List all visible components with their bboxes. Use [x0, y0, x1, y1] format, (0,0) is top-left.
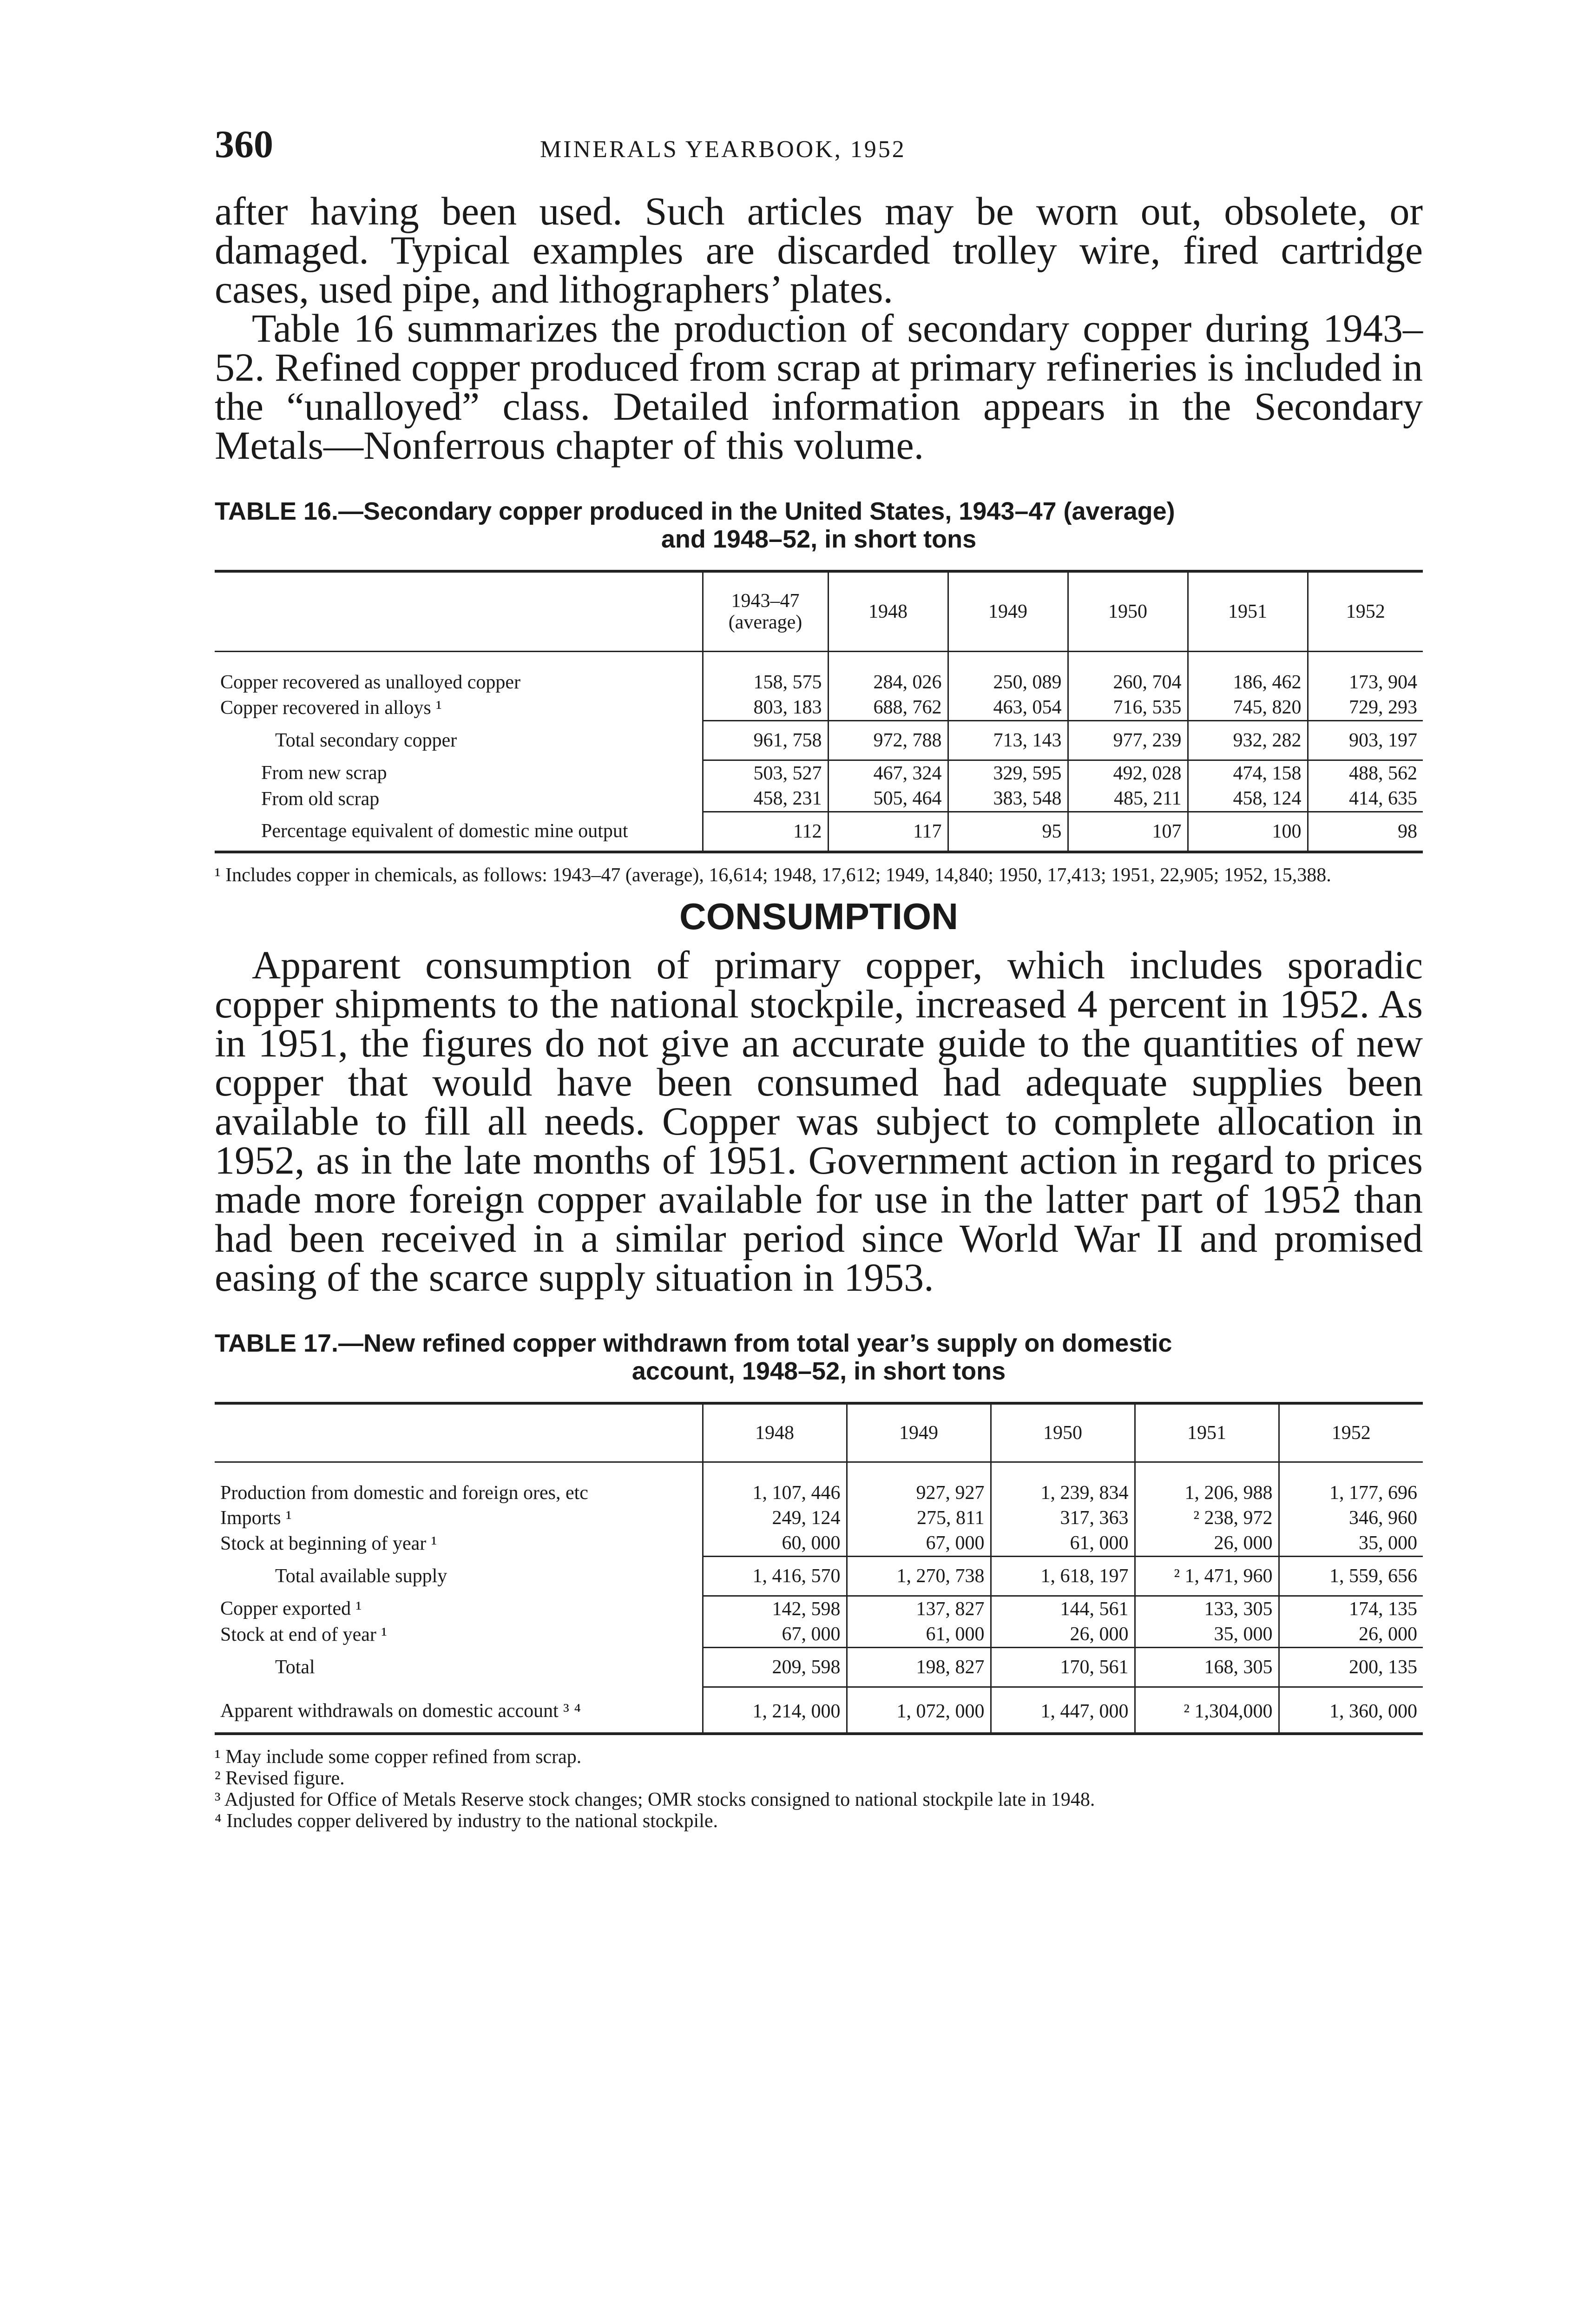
cell: 133, 305 — [1135, 1596, 1279, 1622]
table16-col-header: 1948 — [828, 571, 948, 652]
table17-col-header: 1949 — [847, 1403, 991, 1462]
cell: 317, 363 — [991, 1505, 1135, 1531]
table17-footnote: ³ Adjusted for Office of Metals Reserve stock changes; OMR stocks consigned to national stockpile late in 1948. — [215, 1789, 1095, 1810]
table16-caption — [215, 497, 1423, 553]
cell: 100 — [1188, 812, 1308, 852]
cell: 1, 214, 000 — [703, 1687, 847, 1734]
cell: 729, 293 — [1308, 695, 1423, 721]
table-row — [215, 652, 1423, 695]
cell: 492, 028 — [1068, 760, 1188, 786]
cell: 26, 000 — [1135, 1531, 1279, 1557]
cell: 198, 827 — [847, 1648, 991, 1687]
table17-col-header: 1952 — [1279, 1403, 1423, 1462]
cell: 61, 000 — [991, 1531, 1135, 1557]
cell: 458, 124 — [1188, 786, 1308, 812]
cell: 1, 360, 000 — [1279, 1687, 1423, 1734]
table-row — [215, 786, 1423, 812]
cell: 505, 464 — [828, 786, 948, 812]
cell: 67, 000 — [847, 1531, 991, 1557]
table17 — [215, 1402, 1423, 1735]
table17-stub-header — [215, 1403, 703, 1462]
cell: 1, 559, 656 — [1279, 1557, 1423, 1596]
row-label: Copper recovered as unalloyed copper — [220, 672, 521, 693]
row-label: Total available supply — [275, 1565, 447, 1587]
table17-caption-line1: TABLE 17.—New refined copper withdrawn from total year’s supply on domestic — [215, 1329, 1172, 1357]
cell: 35, 000 — [1135, 1622, 1279, 1648]
row-label: Total — [275, 1657, 315, 1678]
table16-col-header: 1951 — [1188, 571, 1308, 652]
cell: ² 238, 972 — [1135, 1505, 1279, 1531]
table16-col-header: 1950 — [1068, 571, 1188, 652]
running-title: MINERALS YEARBOOK, 1952 — [540, 136, 906, 163]
table-row — [215, 1531, 1423, 1557]
cell: 972, 788 — [828, 721, 948, 760]
cell: 250, 089 — [948, 652, 1068, 695]
table-row — [215, 812, 1423, 852]
table17-footnote: ⁴ Includes copper delivered by industry to the national stockpile. — [215, 1810, 718, 1832]
table-row — [215, 1505, 1423, 1531]
cell: 977, 239 — [1068, 721, 1188, 760]
table17-col-header: 1951 — [1135, 1403, 1279, 1462]
cell: 61, 000 — [847, 1622, 991, 1648]
cell: 60, 000 — [703, 1531, 847, 1557]
row-label: Stock at beginning of year ¹ — [220, 1532, 437, 1554]
table-row — [215, 760, 1423, 786]
row-label: Imports ¹ — [220, 1507, 292, 1529]
cell: 142, 598 — [703, 1596, 847, 1622]
consumption-paragraph: Apparent consumption of primary copper, which includes sporadic copper shipments to the national stockpile, increased 4 percent in 1952. As in 1951, the figures do not give an accurate guide to the quantities of new copper that would have been consumed had adequate supplies been available to fill all needs. Copper was subject to complete allocation in 1952, as in the late months of 1951. Government action in regard to prices made more foreign copper available for use in the latter part of 1952 than had been received in a similar period since World War II and promised easing of the scarce supply situation in 1953. — [215, 943, 1423, 1300]
cell: 284, 026 — [828, 652, 948, 695]
table-row-total — [215, 1648, 1423, 1687]
row-label: Percentage equivalent of domestic mine output — [261, 820, 628, 842]
table16-header-row — [215, 571, 1423, 652]
row-label: Copper exported ¹ — [220, 1598, 362, 1620]
cell: 803, 183 — [703, 695, 828, 721]
table17-header-row — [215, 1403, 1423, 1462]
cell: 186, 462 — [1188, 652, 1308, 695]
cell: 1, 177, 696 — [1279, 1462, 1423, 1506]
consumption-heading: CONSUMPTION — [679, 896, 958, 937]
cell: 903, 197 — [1308, 721, 1423, 760]
row-label: From old scrap — [261, 788, 380, 810]
cell: 463, 054 — [948, 695, 1068, 721]
cell: 927, 927 — [847, 1462, 991, 1506]
cell: 1, 416, 570 — [703, 1557, 847, 1596]
cell: 112 — [703, 812, 828, 852]
cell: 98 — [1308, 812, 1423, 852]
cell: 26, 000 — [1279, 1622, 1423, 1648]
cell: 144, 561 — [991, 1596, 1135, 1622]
cell: 117 — [828, 812, 948, 852]
table17-col-header: 1948 — [703, 1403, 847, 1462]
table17-footnote: ¹ May include some copper refined from scrap. — [215, 1746, 582, 1768]
cell: 1, 072, 000 — [847, 1687, 991, 1734]
cell: 200, 135 — [1279, 1648, 1423, 1687]
table17-col-header: 1950 — [991, 1403, 1135, 1462]
cell: 346, 960 — [1279, 1505, 1423, 1531]
cell: 329, 595 — [948, 760, 1068, 786]
cell: 383, 548 — [948, 786, 1068, 812]
cell: 209, 598 — [703, 1648, 847, 1687]
table16-stub-header — [215, 571, 703, 652]
table16-col-header: 1943–47 (average) — [703, 571, 828, 652]
table16-footnote: ¹ Includes copper in chemicals, as follows: 1943–47 (average), 16,614; 1948, 17,612; 1949, 14,840; 1950, 17,413; 1951, 22,905; 1952, 15,388. — [215, 865, 1331, 886]
table-row — [215, 695, 1423, 721]
cell: 107 — [1068, 812, 1188, 852]
table-row-total — [215, 1557, 1423, 1596]
cell: 35, 000 — [1279, 1531, 1423, 1557]
table-row — [215, 1596, 1423, 1622]
table-row — [215, 1687, 1423, 1734]
cell: 716, 535 — [1068, 695, 1188, 721]
cell: 1, 270, 738 — [847, 1557, 991, 1596]
table16-caption-line1: TABLE 16.—Secondary copper produced in the United States, 1943–47 (average) — [215, 497, 1175, 525]
table-row-total — [215, 721, 1423, 760]
cell: 1, 618, 197 — [991, 1557, 1135, 1596]
cell: 260, 704 — [1068, 652, 1188, 695]
cell: ² 1,304,000 — [1135, 1687, 1279, 1734]
cell: 503, 527 — [703, 760, 828, 786]
cell: 961, 758 — [703, 721, 828, 760]
intro-paragraph-2: Table 16 summarizes the production of secondary copper during 1943–52. Refined copper produced from scrap at primary refineries is included in the “unalloyed” class. Detailed information appears in the Secondary Metals—Nonferrous chapter of this volume. — [215, 306, 1423, 468]
table16-col-header: 1949 — [948, 571, 1068, 652]
cell: 137, 827 — [847, 1596, 991, 1622]
cell: 1, 107, 446 — [703, 1462, 847, 1506]
row-label: Stock at end of year ¹ — [220, 1624, 387, 1645]
cell: 467, 324 — [828, 760, 948, 786]
table17-footnote: ² Revised figure. — [215, 1768, 345, 1789]
cell: 485, 211 — [1068, 786, 1188, 812]
table17-caption-line2: account, 1948–52, in short tons — [631, 1357, 1006, 1385]
row-label: From new scrap — [261, 762, 387, 784]
table17-caption — [215, 1329, 1423, 1385]
cell: 458, 231 — [703, 786, 828, 812]
table-row — [215, 1622, 1423, 1648]
intro-paragraph-1: after having been used. Such articles may be worn out, obsolete, or damaged. Typical examples are discarded trolley wire, fired cartridge cases, used pipe, and lithographers’ plates. — [215, 189, 1423, 311]
cell: 174, 135 — [1279, 1596, 1423, 1622]
row-label: Total secondary copper — [275, 730, 457, 751]
table16-col-header: 1952 — [1308, 571, 1423, 652]
cell: 1, 239, 834 — [991, 1462, 1135, 1506]
row-label: Apparent withdrawals on domestic account ³ ⁴ — [220, 1700, 581, 1722]
cell: 745, 820 — [1188, 695, 1308, 721]
page — [215, 122, 1423, 1832]
cell: 474, 158 — [1188, 760, 1308, 786]
cell: 173, 904 — [1308, 652, 1423, 695]
table-row — [215, 1462, 1423, 1506]
cell: 26, 000 — [991, 1622, 1135, 1648]
table16-caption-line2: and 1948–52, in short tons — [661, 525, 977, 553]
cell: 249, 124 — [703, 1505, 847, 1531]
page-number: 360 — [215, 123, 273, 166]
cell: 168, 305 — [1135, 1648, 1279, 1687]
cell: 688, 762 — [828, 695, 948, 721]
cell: 713, 143 — [948, 721, 1068, 760]
row-label: Production from domestic and foreign ores, etc — [220, 1482, 588, 1504]
row-label: Copper recovered in alloys ¹ — [220, 697, 442, 719]
cell: 1, 447, 000 — [991, 1687, 1135, 1734]
table16 — [215, 570, 1423, 853]
cell: 488, 562 — [1308, 760, 1423, 786]
cell: 414, 635 — [1308, 786, 1423, 812]
cell: 95 — [948, 812, 1068, 852]
cell: 275, 811 — [847, 1505, 991, 1531]
cell: 158, 575 — [703, 652, 828, 695]
cell: 170, 561 — [991, 1648, 1135, 1687]
cell: 1, 206, 988 — [1135, 1462, 1279, 1506]
cell: 932, 282 — [1188, 721, 1308, 760]
page-header — [215, 122, 1423, 191]
cell: ² 1, 471, 960 — [1135, 1557, 1279, 1596]
cell: 67, 000 — [703, 1622, 847, 1648]
